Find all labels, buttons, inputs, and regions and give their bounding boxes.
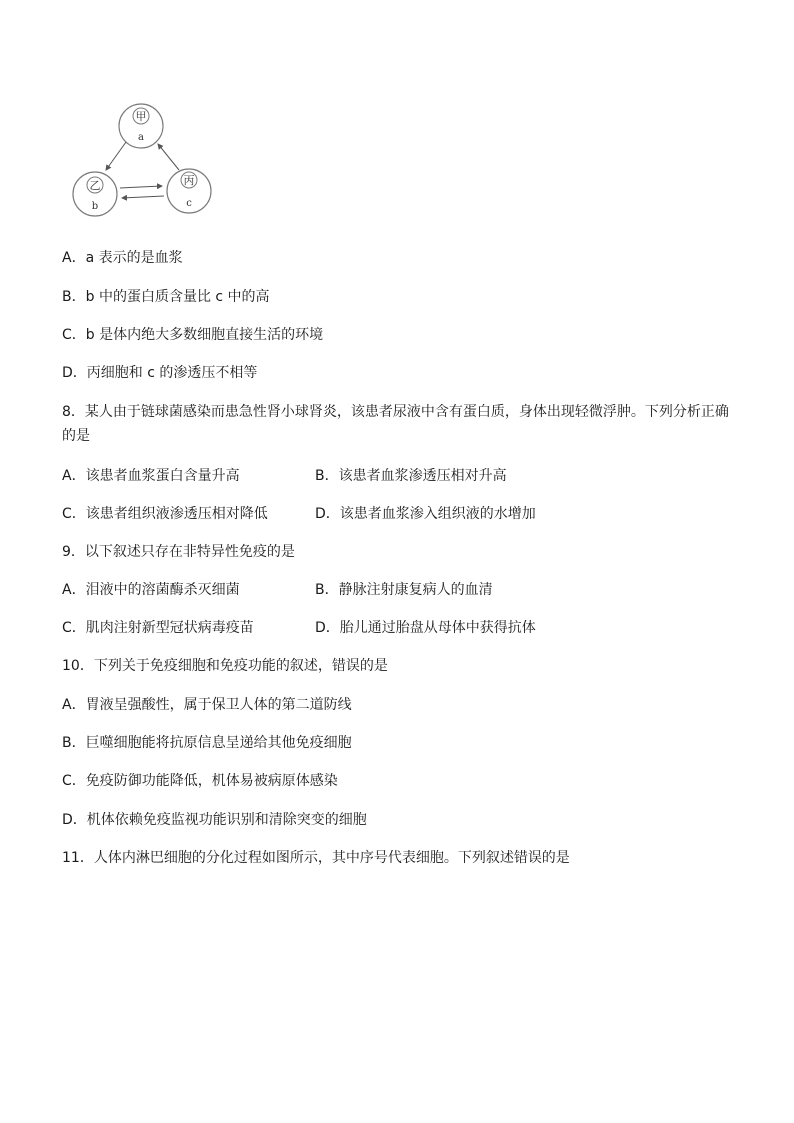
q9-stem: 9．以下叙述只存在非特异性免疫的是: [62, 544, 295, 560]
arrow-bing-to-jia: [158, 144, 179, 170]
node-bing-label: 丙: [183, 174, 195, 187]
node-jia: [119, 104, 163, 148]
arrow-yi-to-bing: [120, 186, 162, 188]
node-yi: [73, 172, 117, 216]
q10-option-a: A．胃液呈强酸性，属于保卫人体的第二道防线: [62, 697, 352, 713]
q8-option-d: D．该患者血浆渗入组织液的水增加: [315, 506, 536, 522]
node-yi-label: 乙: [89, 179, 101, 192]
q10-option-d: D．机体依赖免疫监视功能识别和清除突变的细胞: [62, 812, 367, 828]
q8-stem: 8．某人由于链球菌感染而患急性肾小球肾炎，该患者尿液中含有蛋白质，身体出现轻微浮肿。下列分析正确的是: [62, 404, 729, 444]
q10-option-c: C．免疫防御功能降低，机体易被病原体感染: [62, 773, 338, 789]
node-yi-letter: b: [91, 201, 99, 212]
arrow-bing-to-yi: [122, 196, 164, 198]
q8-option-b: B．该患者血浆渗透压相对升高: [315, 468, 507, 484]
q7-option-a: A．a 表示的是血浆: [62, 250, 183, 266]
q9-option-c: C．肌肉注射新型冠状病毒疫苗: [62, 620, 254, 636]
arrow-jia-to-yi: [106, 142, 126, 170]
q9-option-d: D．胎儿通过胎盘从母体中获得抗体: [315, 620, 536, 636]
q7-option-c: C．b 是体内绝大多数细胞直接生活的环境: [62, 327, 324, 343]
q10-stem: 10．下列关于免疫细胞和免疫功能的叙述，错误的是: [62, 658, 388, 674]
node-jia-label: 甲: [135, 110, 147, 123]
node-bing-letter: c: [186, 198, 192, 209]
node-bing: [167, 169, 211, 213]
q10-option-b: B．巨噬细胞能将抗原信息呈递给其他免疫细胞: [62, 735, 352, 751]
q9-option-a: A．泪液中的溶菌酶杀灭细菌: [62, 582, 240, 598]
q8-option-c: C．该患者组织液渗透压相对降低: [62, 506, 268, 522]
node-jia-letter: a: [138, 132, 144, 143]
q9-option-b: B．静脉注射康复病人的血清: [315, 582, 493, 598]
q11-stem: 11．人体内淋巴细胞的分化过程如图所示，其中序号代表细胞。下列叙述错误的是: [62, 850, 570, 866]
q7-option-d: D．丙细胞和 c 的渗透压不相等: [62, 365, 258, 381]
body-fluid-diagram: [62, 84, 222, 224]
q8-option-a: A．该患者血浆蛋白含量升高: [62, 468, 240, 484]
q7-option-b: B．b 中的蛋白质含量比 c 中的高: [62, 289, 270, 305]
